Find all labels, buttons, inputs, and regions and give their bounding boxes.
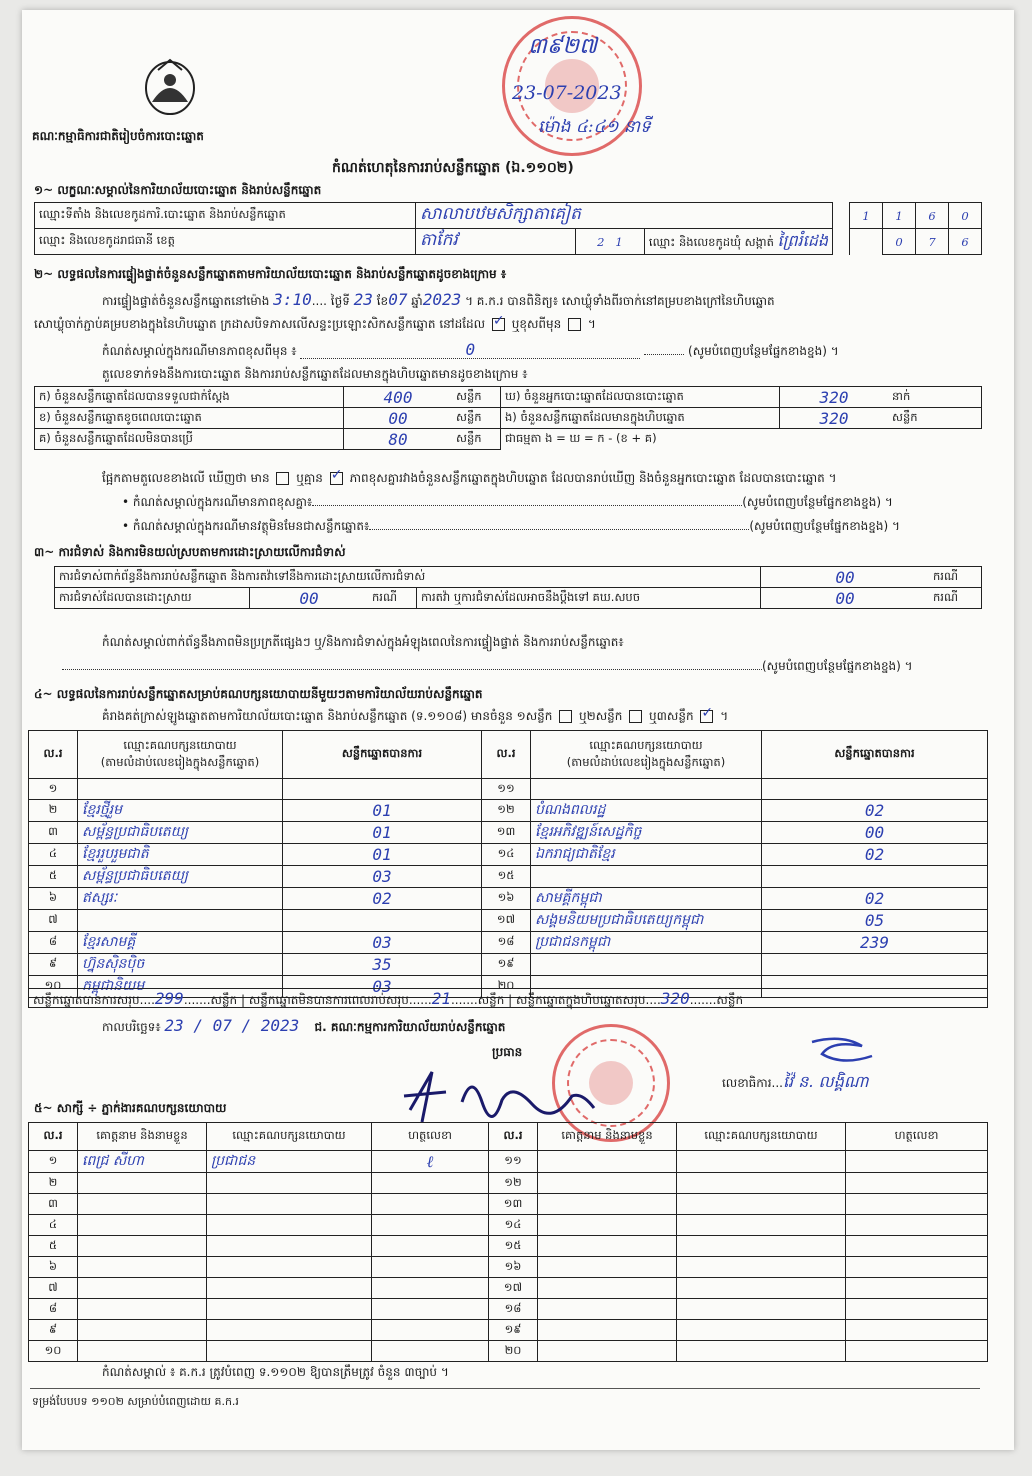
result-party (78, 910, 283, 932)
verification-line-2: សោឃ្លុំចាក់ភ្ជាប់គម្របខាងក្នុងនៃហិបឆ្នោត ក្រដាសបិទភាសលើសន្ទះប្រឡោះសិកសន្លឹកឆ្នោត នៅដដែល ✓ ឬខុសពីមុន ។ (34, 316, 596, 332)
section-1-table (34, 202, 982, 255)
witness-row (29, 1320, 988, 1341)
witness-party (207, 1215, 372, 1236)
witness-signature (846, 1194, 988, 1215)
witness-no: ៥ (29, 1236, 78, 1257)
witness-name (538, 1257, 677, 1278)
witness-name (78, 1320, 207, 1341)
verify-day: 23 (353, 290, 373, 309)
col-votes-left: សន្លឹកឆ្នោតបានការ (283, 731, 482, 779)
total-valid: 299 (154, 989, 184, 1008)
result-row (29, 844, 988, 866)
resolved-label: ការជំទាស់ដែលបានដោះស្រាយ (55, 588, 250, 609)
result-votes (283, 910, 482, 932)
witness-table (28, 1122, 988, 1362)
result-votes: 02 (762, 800, 988, 822)
witness-name (78, 1278, 207, 1299)
objections-value: 00 (761, 567, 930, 588)
result-party: ខ្មែររួបរួមជាតិ (78, 844, 283, 866)
witness-name (78, 1173, 207, 1194)
col-no-right: ល.រ (482, 731, 531, 779)
result-row (29, 822, 988, 844)
witness-no: ១ (29, 1151, 78, 1173)
result-row (29, 866, 988, 888)
appeal-label: ការតវ៉ា ឬការជំទាស់ដែលអាចនឹងប្តឹងទៅ គឃ.សបច (417, 588, 761, 609)
same-checkbox[interactable] (492, 318, 505, 331)
result-votes: 05 (762, 910, 988, 932)
witness-no: ១៥ (489, 1236, 538, 1257)
receipt-number: ៣៩២៧ (528, 34, 598, 59)
result-row (29, 910, 988, 932)
witness-party (677, 1215, 846, 1236)
witness-signature (372, 1320, 489, 1341)
verify-year: 2023 (422, 290, 462, 309)
result-no: ១៩ (482, 954, 531, 976)
witness-party (677, 1151, 846, 1173)
result-votes: 03 (283, 976, 482, 998)
witness-party (677, 1173, 846, 1194)
witness-name (538, 1173, 677, 1194)
result-votes (283, 779, 482, 800)
results-table (28, 730, 988, 998)
witness-signature: ℓ (372, 1151, 489, 1173)
witness-party (677, 1341, 846, 1362)
result-votes: 01 (283, 844, 482, 866)
result-votes: 239 (762, 932, 988, 954)
result-no: ១៣ (482, 822, 531, 844)
result-votes: 01 (283, 822, 482, 844)
witness-no: ៧ (29, 1278, 78, 1299)
col-party-left: ឈ្មោះគណបក្សនយោបាយ (123, 737, 237, 752)
witness-no: ២០ (489, 1341, 538, 1362)
witness-party (207, 1299, 372, 1320)
result-no: ២០ (482, 976, 531, 998)
has-difference-checkbox[interactable] (276, 472, 289, 485)
result-row (29, 800, 988, 822)
location-code-digit: 1 (850, 203, 883, 229)
witness-party (207, 1278, 372, 1299)
secretary-signature (802, 1032, 892, 1068)
witness-no: ១៣ (489, 1194, 538, 1215)
sign-date: 23 / 07 / 2023 (164, 1016, 300, 1035)
figure-row (35, 408, 982, 429)
result-no: ១៧ (482, 910, 531, 932)
col-party-right-sub: (តាមលំដាប់លេខរៀងក្នុងសន្លឹកឆ្នោត) (566, 754, 726, 769)
province-code: 2 1 (575, 229, 644, 255)
result-no: ៩ (29, 954, 78, 976)
result-no: ៥ (29, 866, 78, 888)
appeal-value: 00 (761, 588, 930, 609)
figure-left-value: 400 (344, 387, 453, 408)
province-value: តាកែវ (416, 229, 576, 255)
witness-party: ប្រជាជន (207, 1151, 372, 1173)
result-party: ហ្វ៊ុនស៊ិនប៉ិច (78, 954, 283, 976)
commune-value: ព្រៃរំដេង (777, 230, 828, 250)
bullet-difference: • កំណត់សម្គាល់ក្នុងករណីមានភាពខុសគ្នា៖ (សូមបំពេញបន្ថែមផ្នែកខាងខ្នង) ។ (122, 495, 893, 509)
witness-signature (846, 1173, 988, 1194)
nec-emblem-icon (138, 54, 202, 126)
witness-no: ១៩ (489, 1320, 538, 1341)
appeal-unit: ករណី (929, 588, 982, 609)
location-code-digit: 1 (883, 203, 916, 229)
witness-row (29, 1236, 988, 1257)
irregularities-line: (សូមបំពេញបន្ថែមផ្នែកខាងខ្នង) ។ (62, 658, 982, 674)
resolved-value: 00 (250, 588, 369, 609)
figure-left-unit: សន្លឹក (452, 429, 501, 450)
location-value: សាលាបឋមសិក្សាតាគៀត (416, 203, 833, 229)
witness-name (538, 1215, 677, 1236)
location-label: ឈ្មោះទីតាំង និងលេខកូដការិ.បោះឆ្នោត និងរាប់សន្លឹកឆ្នោត (35, 203, 416, 229)
witness-name (78, 1215, 207, 1236)
witness-no: ១៨ (489, 1299, 538, 1320)
commune-code-digit: 7 (916, 229, 949, 255)
result-party (531, 779, 762, 800)
result-no: ៧ (29, 910, 78, 932)
result-no: ១៤ (482, 844, 531, 866)
witness-party (677, 1278, 846, 1299)
witness-signature (372, 1341, 489, 1362)
witness-row (29, 1341, 988, 1362)
witness-name (538, 1194, 677, 1215)
result-row (29, 954, 988, 976)
figure-left-value: 80 (344, 429, 453, 450)
witness-party (207, 1320, 372, 1341)
result-party: កម្ពុជានិយម (78, 976, 283, 998)
objections-table (54, 566, 982, 609)
witness-no: ៨ (29, 1299, 78, 1320)
witness-party (677, 1299, 846, 1320)
commune-code-digit: 0 (883, 229, 916, 255)
secretary-name: វ៉ៃ ន. លង្គិណា (782, 1072, 869, 1091)
verification-line-1: ការផ្ទៀងផ្ទាត់ចំនួនសន្លឹកឆ្នោតនៅម៉ោង 3:10.... ថ្ងៃទី 23 ខែ07 ឆ្នាំ2023 ។ គ.ក.រ បានពិនិត្យ៖ សោឃ្លុំទាំងពីរចាក់នៅគម្របខាងក្រៅនៃហិបឆ្នោត (102, 290, 775, 309)
w-col-sig: ហត្ថលេខា (372, 1123, 489, 1151)
result-votes (762, 779, 988, 800)
witness-name (538, 1236, 677, 1257)
result-party (78, 779, 283, 800)
verify-month: 07 (388, 290, 408, 309)
witness-name: ពេជ្រ សីហា (78, 1151, 207, 1173)
totals-row: សន្លឹកឆ្នោតបានការសរុប....299.......សន្លឹក | សន្លឹកឆ្នោតមិនបានការពេលរាប់សរុប......21.......សន្លឹក | សន្លឹកឆ្នោតក្នុងហិបឆ្នោតសរុប....320.......សន្លឹក (28, 988, 988, 1008)
witness-signature (846, 1236, 988, 1257)
witness-party (677, 1257, 846, 1278)
result-no: ២ (29, 800, 78, 822)
date-line: កាលបរិច្ឆេទ៖ 23 / 07 / 2023 ជ. គណៈកម្មការការិយាល័យរាប់សន្លឹកឆ្នោត (102, 1016, 506, 1035)
result-party: ខ្មែរអភិវឌ្ឍន៍សេដ្ឋកិច្ច (531, 822, 762, 844)
witness-no: ១៦ (489, 1257, 538, 1278)
witness-signature (372, 1173, 489, 1194)
result-votes: 02 (762, 888, 988, 910)
result-no: ១៥ (482, 866, 531, 888)
result-no: ៨ (29, 932, 78, 954)
form-title: កំណត់ហេតុនៃការរាប់សន្លឹកឆ្នោត (ឯ.១១០២) (332, 160, 574, 176)
resolved-unit: ករណី (368, 588, 417, 609)
col-no-left: ល.រ (29, 731, 78, 779)
location-code-digit: 6 (916, 203, 949, 229)
witness-row (29, 1194, 988, 1215)
result-party: ឥស្សរៈ (78, 888, 283, 910)
figure-left-unit: សន្លឹក (452, 408, 501, 429)
result-party: សម្ព័ន្ធប្រជាធិបតេយ្យ (78, 866, 283, 888)
two-sheets-checkbox[interactable] (629, 710, 642, 723)
result-party: បំណងពលរដ្ឋ (531, 800, 762, 822)
witness-signature (846, 1299, 988, 1320)
witness-no: ៣ (29, 1194, 78, 1215)
section-3-title: ៣~ ការជំទាស់ និងការមិនយល់ស្របតាមការដោះស្រាយលើការជំទាស់ (34, 545, 346, 559)
result-votes (762, 954, 988, 976)
irregularities-note: កំណត់សម្គាល់ពាក់ព័ន្ធនឹងភាពមិនប្រក្រតីផ្សេងៗ ឬ/និងការជំទាស់ក្នុងអំឡុងពេលនៃការផ្ទៀងផ្ទាត់ និងការរាប់សន្លឹកឆ្នោត៖ (102, 635, 624, 649)
result-party: ខ្មែរសាមគ្គី (78, 932, 283, 954)
chair-label: ប្រធាន (492, 1045, 523, 1059)
witness-name (538, 1320, 677, 1341)
witness-row (29, 1257, 988, 1278)
figure-left-label: ក) ចំនួនសន្លឹកឆ្នោតដែលបានទទួលជាក់ស្តែង (35, 387, 344, 408)
figure-left-value: 00 (344, 408, 453, 429)
witness-name (538, 1299, 677, 1320)
figure-right-unit: សន្លឹក (888, 408, 982, 429)
objections-unit: ករណី (929, 567, 982, 588)
witness-signature (846, 1215, 988, 1236)
witness-no: ១០ (29, 1341, 78, 1362)
no-difference-checkbox[interactable] (330, 472, 343, 485)
witness-signature (372, 1257, 489, 1278)
witness-no: ១២ (489, 1173, 538, 1194)
witness-signature (372, 1215, 489, 1236)
receipt-time: ម៉ោង ៤:៤១ នាទី (538, 117, 651, 137)
witness-name (78, 1341, 207, 1362)
witness-no: ២ (29, 1173, 78, 1194)
result-votes: 02 (762, 844, 988, 866)
w-col-no-2: ល.រ (489, 1123, 538, 1151)
figures-table (34, 386, 982, 450)
witness-party (677, 1320, 846, 1341)
figure-right-unit: នាក់ (888, 387, 982, 408)
w-col-party: ឈ្មោះគណបក្សនយោបាយ (207, 1123, 372, 1151)
figure-right-value: 320 (780, 408, 889, 429)
result-votes (762, 866, 988, 888)
result-party: សង្គមនិយមប្រជាធិបតេយ្យកម្ពុជា (531, 910, 762, 932)
verify-time: 3:10 (273, 290, 312, 309)
w-col-no: ល.រ (29, 1123, 78, 1151)
witness-row (29, 1215, 988, 1236)
result-votes: 03 (283, 866, 482, 888)
org-name: គណៈកម្មាធិការជាតិរៀបចំការបោះឆ្នោត (32, 129, 204, 143)
footer-divider (30, 1388, 980, 1389)
witness-name (78, 1194, 207, 1215)
witness-party (677, 1236, 846, 1257)
witness-no: ១៧ (489, 1278, 538, 1299)
result-no: ១៦ (482, 888, 531, 910)
witness-signature (372, 1278, 489, 1299)
figures-intro: តួលេខទាក់ទងនឹងការបោះឆ្នោត និងការរាប់សន្លឹកឆ្នោតដែលមានក្នុងហិបឆ្នោតមានដូចខាងក្រោម ៖ (102, 367, 528, 381)
witness-name (538, 1341, 677, 1362)
figure-row (35, 387, 982, 408)
result-party (531, 866, 762, 888)
result-votes: 02 (283, 888, 482, 910)
note-different-value: 0 (300, 342, 640, 359)
witness-signature (372, 1236, 489, 1257)
figure-left-label: ខ) ចំនួនសន្លឹកឆ្នោតខូចពេលបោះឆ្នោត (35, 408, 344, 429)
result-row (29, 779, 988, 800)
col-party-left-sub: (តាមលំដាប់លេខរៀងក្នុងសន្លឹកឆ្នោត) (100, 754, 260, 769)
result-votes: 35 (283, 954, 482, 976)
province-label: ឈ្មោះ និងលេខកូដរាជធានី ខេត្ត (39, 233, 175, 247)
section-4-title: ៤~ លទ្ធផលនៃការរាប់សន្លឹកឆ្នោតសម្រាប់គណបក្សនយោបាយនីមួយៗតាមការិយាល័យរាប់សន្លឹកឆ្នោត (34, 687, 483, 701)
witness-row (29, 1278, 988, 1299)
witness-name (538, 1151, 677, 1173)
result-party: ឯករាជ្យជាតិខ្មែរ (531, 844, 762, 866)
witness-signature (372, 1299, 489, 1320)
witness-signature (372, 1194, 489, 1215)
footer-note: កំណត់សម្គាល់ ៖ គ.ក.រ ត្រូវបំពេញ ទ.១១០២ ឱ្យបានត្រឹមត្រូវ ចំនួន ៣ច្បាប់ ។ (102, 1365, 449, 1379)
result-party: សម្ព័ន្ធប្រជាធិបតេយ្យ (78, 822, 283, 844)
witness-party (677, 1194, 846, 1215)
location-code-digit: 0 (949, 203, 982, 229)
receipt-date: 23-07-2023 (512, 82, 622, 104)
w-col-party-2: ឈ្មោះគណបក្សនយោបាយ (677, 1123, 846, 1151)
witness-party (207, 1257, 372, 1278)
figure-left-label: គ) ចំនួនសន្លឹកឆ្នោតដែលមិនបានប្រើ (35, 429, 344, 450)
witness-row (29, 1299, 988, 1320)
result-no: ៤ (29, 844, 78, 866)
figure-right-label: ឃ) ចំនួនអ្នកបោះឆ្នោតដែលបានបោះឆ្នោត (501, 387, 780, 408)
note-different: កំណត់សម្គាល់ក្នុងករណីមានភាពខុសពីមុន ៖ 0 (សូមបំពេញបន្ថែមផ្នែកខាងខ្នង) ។ (102, 340, 839, 359)
witness-party (207, 1194, 372, 1215)
secretary-line: លេខាធិការ...វ៉ៃ ន. លង្គិណា (722, 1072, 869, 1091)
witness-no: ៤ (29, 1215, 78, 1236)
result-no: ១២ (482, 800, 531, 822)
objections-label: ការជំទាស់ពាក់ព័ន្ធនឹងការរាប់សន្លឹកឆ្នោត និងការតវ៉ាទៅនឹងការដោះស្រាយលើការជំទាស់ (55, 567, 761, 588)
total-in-box: 320 (660, 989, 690, 1008)
section-1-title: ១~ លក្ខណៈសម្គាល់នៃការិយាល័យបោះឆ្នោត និងរាប់សន្លឹកឆ្នោត (34, 183, 322, 197)
form-page (22, 10, 1014, 1450)
figure-left-unit: សន្លឹក (452, 387, 501, 408)
witness-signature (846, 1278, 988, 1299)
witness-signature (846, 1257, 988, 1278)
figure-right-label: ង) ចំនួនសន្លឹកឆ្នោតដែលមានក្នុងហិបឆ្នោត (501, 408, 780, 429)
w-col-sig-2: ហត្ថលេខា (846, 1123, 988, 1151)
bullet-foreign-objects: • កំណត់សម្គាល់ក្នុងករណីមានវត្ថុមិនមែនជាសន្លឹកឆ្នោត៖ (សូមបំពេញបន្ថែមផ្នែកខាងខ្នង) ។ (122, 519, 900, 533)
w-col-name-2: គោត្តនាម និងនាមខ្លួន (538, 1123, 677, 1151)
result-party: ខ្មែរថ្មីរួម (78, 800, 283, 822)
figure-row (35, 429, 982, 450)
witness-row (29, 1151, 988, 1173)
w-col-name: គោត្តនាម និងនាមខ្លួន (78, 1123, 207, 1151)
result-no: ៣ (29, 822, 78, 844)
form-reference: ទម្រង់បែបបទ ១១០២ សម្រាប់បំពេញដោយ គ.ក.រ (32, 1395, 239, 1408)
three-sheets-checkbox[interactable] (700, 710, 713, 723)
result-no: ៦ (29, 888, 78, 910)
witness-signature (846, 1151, 988, 1173)
witness-name (78, 1299, 207, 1320)
witness-no: ៩ (29, 1320, 78, 1341)
witness-row (29, 1173, 988, 1194)
result-party: ប្រជាជនកម្ពុជា (531, 932, 762, 954)
result-no: ១០ (29, 976, 78, 998)
witness-no: ៦ (29, 1257, 78, 1278)
witness-name (538, 1278, 677, 1299)
result-no: ១១ (482, 779, 531, 800)
section-2-title: ២~ លទ្ធផលនៃការផ្ទៀងផ្ទាត់ចំនួនសន្លឹកឆ្នោតតាមការិយាល័យបោះឆ្នោត និងរាប់សន្លឹកឆ្នោតដូចខាងក្រោម ៖ (34, 267, 507, 281)
figure-formula: ជាធម្មតា ង = ឃ = ក - (ខ + គ) (505, 430, 657, 445)
witness-name (78, 1257, 207, 1278)
result-votes: 01 (283, 800, 482, 822)
section-5-title: ៥~ សាក្សី ÷ ភ្នាក់ងារគណបក្សនយោបាយ (34, 1101, 227, 1115)
witness-no: ១៤ (489, 1215, 538, 1236)
result-votes: 00 (762, 822, 988, 844)
figure-right-value: 320 (780, 387, 889, 408)
witness-party (207, 1173, 372, 1194)
witness-no: ១១ (489, 1151, 538, 1173)
commune-code-digit: 6 (949, 229, 982, 255)
result-row (29, 888, 988, 910)
tally-sheets-line: គំរាងគត់ក្រាស់ឡូងឆ្នោតតាមការិយាល័យបោះឆ្នោត និងរាប់សន្លឹកឆ្នោត (ទ.១១០៨) មានចំនួន ១សន្លឹក ឬ២សន្លឹក ឬ៣សន្លឹក ✓ ។ (102, 708, 728, 724)
witness-name (78, 1236, 207, 1257)
witness-signature (846, 1341, 988, 1362)
witness-signature (846, 1320, 988, 1341)
commune-label: ឈ្មោះ និងលេខកូដឃុំ សង្កាត់ (648, 234, 774, 249)
different-checkbox[interactable] (568, 318, 581, 331)
result-no: ១៨ (482, 932, 531, 954)
one-sheet-checkbox[interactable] (559, 710, 572, 723)
witness-party (207, 1341, 372, 1362)
result-no: ១ (29, 779, 78, 800)
col-votes-right: សន្លឹកឆ្នោតបានការ (762, 731, 988, 779)
witness-party (207, 1236, 372, 1257)
result-votes: 03 (283, 932, 482, 954)
col-party-right: ឈ្មោះគណបក្សនយោបាយ (589, 737, 703, 752)
result-row (29, 932, 988, 954)
result-party (531, 954, 762, 976)
result-party: សាមគ្គីកម្ពុជា (531, 888, 762, 910)
total-invalid: 21 (431, 989, 451, 1008)
compare-line: ផ្អែកតាមតួលេខខាងលើ ឃើញថា មាន ឬគ្មាន ✓ ភាពខុសគ្នារវាងចំនួនសន្លឹកឆ្នោតក្នុងហិបឆ្នោត ដែលបានរាប់ឃើញ និងចំនួនអ្នកបោះឆ្នោត ដែលបានបោះឆ្នោត ។ (102, 470, 837, 486)
